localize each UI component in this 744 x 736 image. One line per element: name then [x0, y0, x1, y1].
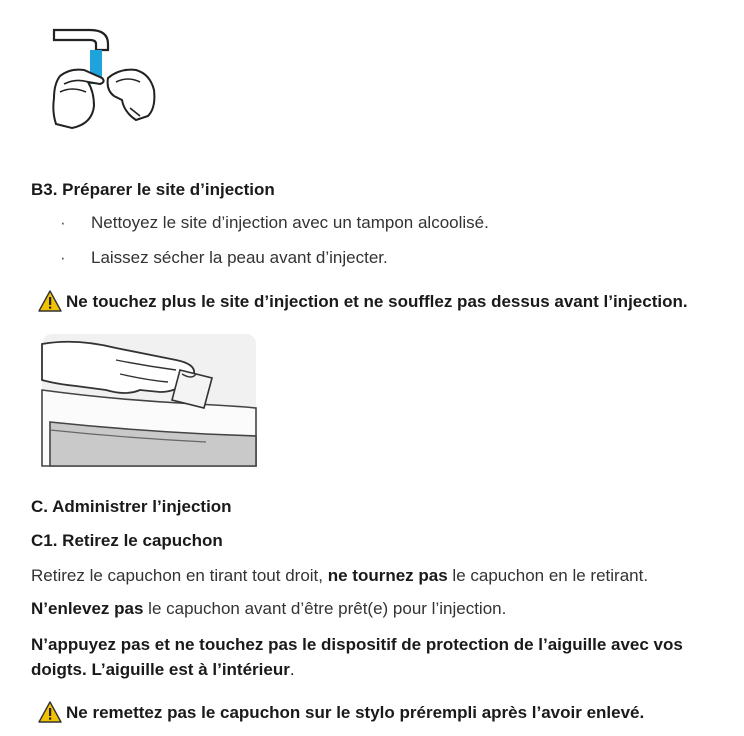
instruction-paragraph: [31, 632, 731, 682]
warning-text: Ne remettez pas le capuchon sur le stylo prérempli après l’avoir enlevé.: [66, 703, 645, 722]
warning-callout: [38, 703, 644, 723]
section-c1-heading: C1. Retirez le capuchon: [31, 531, 223, 550]
warning-callout: [38, 292, 688, 312]
para-text: le capuchon en le retirant.: [447, 566, 649, 585]
section-c-heading: C. Administrer l’injection: [31, 497, 232, 516]
bullet-marker: ·: [60, 248, 66, 267]
bullet-marker: ·: [60, 213, 66, 232]
para-text: Retirez le capuchon en tirant tout droit,: [31, 566, 328, 585]
bullet-text: Laissez sécher la peau avant d’injecter.: [91, 248, 388, 267]
para-emphasis: N’enlevez pas: [31, 599, 144, 618]
instruction-paragraph: [31, 566, 648, 586]
section-b3-heading: B3. Préparer le site d’injection: [31, 180, 275, 199]
warning-triangle-icon: [38, 701, 62, 723]
hand-washing-illustration: [44, 12, 164, 144]
list-item: [60, 213, 489, 233]
warning-text: Ne touchez plus le site d’injection et ne soufflez pas dessus avant l’injection.: [66, 292, 688, 311]
para-text: le capuchon avant d’être prêt(e) pour l’injection.: [143, 599, 507, 618]
warning-triangle-icon: [38, 290, 62, 312]
para-text: .: [289, 660, 295, 679]
bullet-text: Nettoyez le site d’injection avec un tampon alcoolisé.: [91, 213, 489, 232]
list-item: [60, 248, 388, 268]
para-emphasis: ne tournez pas: [327, 566, 448, 585]
para-emphasis: N’appuyez pas et ne touchez pas le dispositif de protection de l’aiguille avec vos doigts. L’aiguille est à l’intérieur: [31, 635, 683, 679]
skin-cleaning-illustration: [36, 330, 260, 470]
instruction-paragraph: [31, 599, 506, 619]
